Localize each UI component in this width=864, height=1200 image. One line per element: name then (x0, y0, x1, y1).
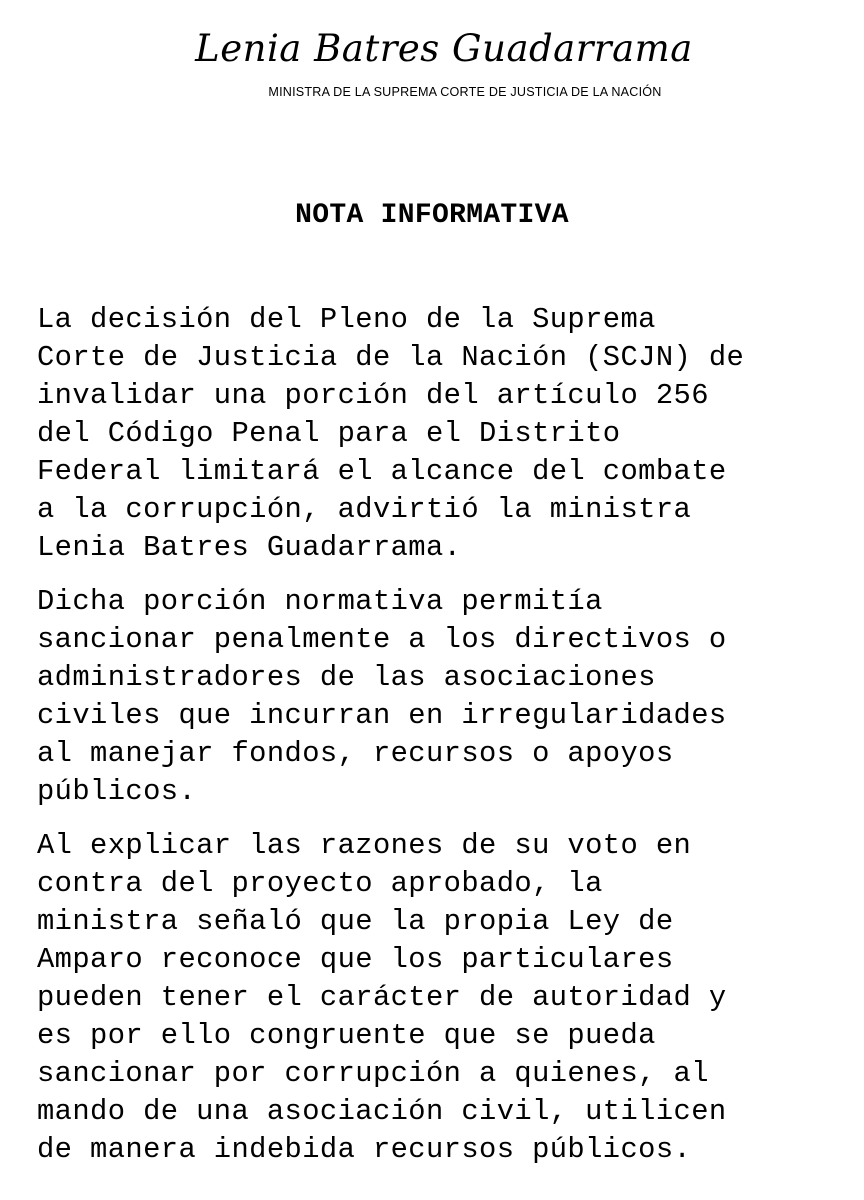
text-line: sancionar penalmente a los directivos o (37, 623, 727, 656)
text-line: Al explicar las razones de su voto en (37, 829, 692, 862)
paragraph-1 (37, 301, 837, 567)
text-line: Federal limitará el alcance del combate (37, 455, 727, 488)
text-line: a la corrupción, advirtió la ministra (37, 493, 692, 526)
text-line: al manejar fondos, recursos o apoyos (37, 737, 674, 770)
text-line: ministra señaló que la propia Ley de (37, 905, 674, 938)
text-line: La decisión del Pleno de la Suprema (37, 303, 656, 336)
text-line: es por ello congruente que se pueda (37, 1019, 656, 1052)
text-line: sancionar por corrupción a quienes, al (37, 1057, 709, 1090)
document-body (37, 301, 837, 1185)
paragraph-3 (37, 827, 837, 1169)
text-line: administradores de las asociaciones (37, 661, 656, 694)
text-line: Lenia Batres Guadarrama. (37, 531, 462, 564)
text-line: mando de una asociación civil, utilicen (37, 1095, 727, 1128)
document-heading: NOTA INFORMATIVA (295, 200, 569, 231)
text-line: Corte de Justicia de la Nación (SCJN) de (37, 341, 745, 374)
text-line: Amparo reconoce que los particulares (37, 943, 674, 976)
letterhead (0, 26, 864, 100)
paragraph-2 (37, 583, 837, 811)
text-line: del Código Penal para el Distrito (37, 417, 621, 450)
letterhead-name: Lenia Batres Guadarrama (195, 27, 693, 70)
text-line: de manera indebida recursos públicos. (37, 1133, 692, 1166)
text-line: Dicha porción normativa permitía (37, 585, 603, 618)
text-line: públicos. (37, 775, 197, 808)
letterhead-title: MINISTRA DE LA SUPREMA CORTE DE JUSTICIA DE LA NACIÓN (268, 85, 662, 99)
text-line: contra del proyecto aprobado, la (37, 867, 603, 900)
text-line: invalidar una porción del artículo 256 (37, 379, 709, 412)
text-line: pueden tener el carácter de autoridad y (37, 981, 727, 1014)
text-line: civiles que incurran en irregularidades (37, 699, 727, 732)
